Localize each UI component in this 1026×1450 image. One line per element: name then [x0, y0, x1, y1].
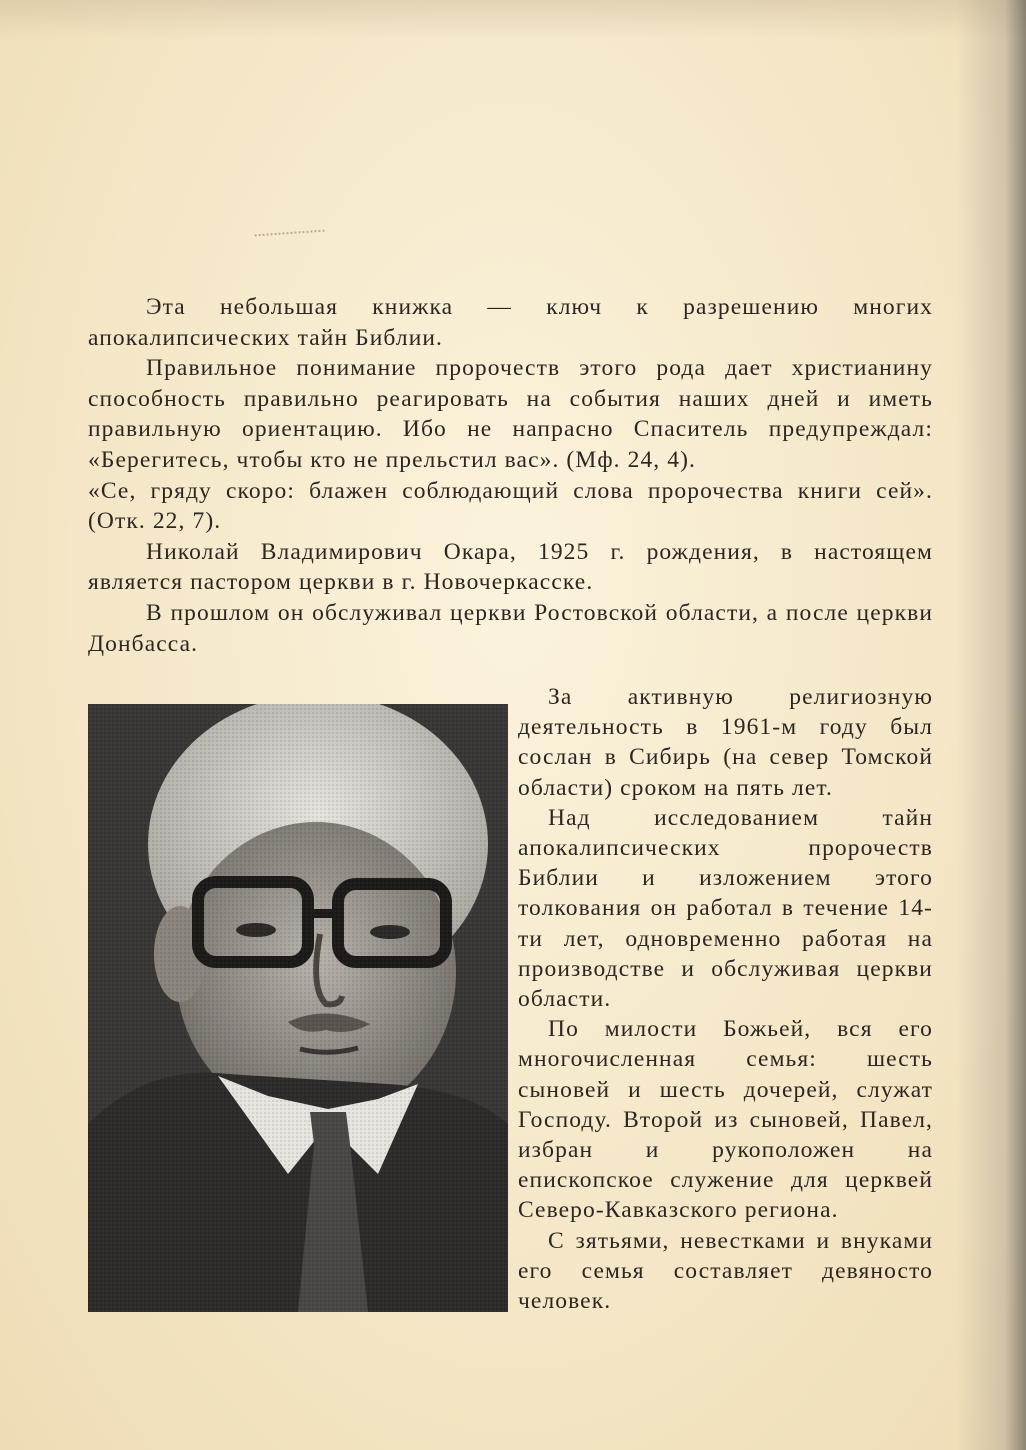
side-paragraph-family: По милости Божьей, вся его многочисленная семья: шесть сыновей и шесть дочерей, служат Господу. Второй из сыновей, Павел, избран и рукоположен на епископское служение для церквей Северо-Кавказского региона. [518, 1016, 933, 1224]
side-paragraph-count: С зятьями, невестками и внуками его семья составляет девяносто человек. [518, 1227, 933, 1315]
portrait-illustration [88, 704, 508, 1312]
author-portrait-photo [88, 704, 508, 1312]
side-text [518, 682, 933, 1316]
page-right-edge-shadow [956, 0, 1026, 1450]
page-top-shadow [0, 0, 1026, 40]
intro-paragraph-1: Эта небольшая книжка — ключ к разрешению многих апокалипсических тайн Библии. [88, 294, 933, 351]
intro-text [88, 292, 933, 659]
intro-paragraph-author: Николай Владимирович Окара, 1925 г. рождения, в настоящем является пастором церкви в г. Новочеркасске. [88, 538, 933, 596]
intro-paragraph-ministry: В прошлом он обслуживал церкви Ростовской области, а после церкви Донбасса. [88, 599, 933, 657]
intro-quote: «Се, гряду скоро: блажен соблюдающий слова пророчества книги сей». (Отк. 22, 7). [88, 477, 933, 535]
side-paragraph-exile: За активную религиозную деятельность в 1961-м году был сослан в Сибирь (на север Томской области) сроком на пять лет. [518, 684, 933, 801]
side-paragraph-research: Над исследованием тайн апокалипсических пророчеств Библии и изложением этого толкования он работал в течение 14-ти лет, одновременно работая на производстве и обслуживая церкви области. [518, 804, 933, 1013]
intro-paragraph-2: Правильное понимание пророчеств этого рода дает христианину способность правильно реагировать на события наших дней и иметь правильную ориентацию. Ибо не напрасно Спаситель предупреждал: «Берегитесь, чтобы кто не прельстил вас». (Мф. 24, 4). [88, 355, 933, 473]
